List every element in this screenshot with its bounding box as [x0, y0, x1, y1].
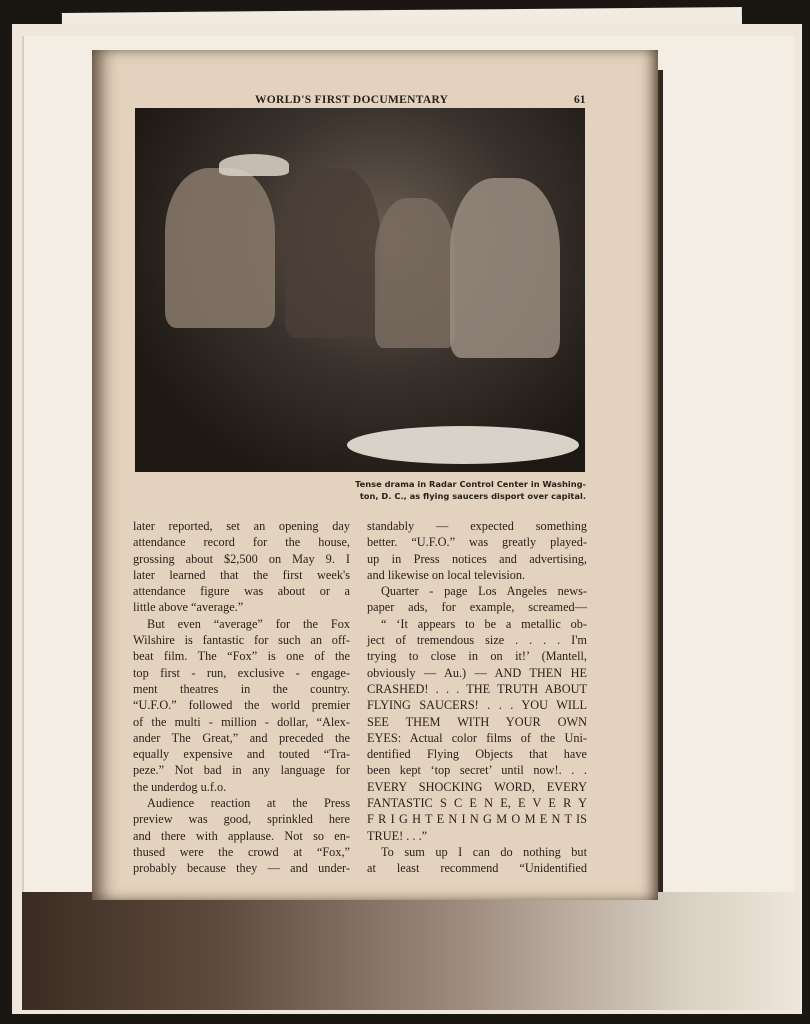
text-line: probably because they — and under- — [133, 861, 350, 876]
text-line: FLYING SAUCERS! . . . YOU WILL — [367, 698, 587, 713]
photo-caption — [292, 478, 586, 502]
text-line: TRUE! . . .” — [367, 828, 428, 843]
text-line: attendance figure was about or a — [133, 584, 350, 599]
text-line: EYES: Actual color films of the Uni- — [367, 730, 587, 745]
photograph-radar-control-center — [135, 108, 585, 472]
caption-line: Tense drama in Radar Control Center in Washing- — [355, 479, 586, 489]
text-line: trying to close in on it!’ (Mantell, — [367, 649, 587, 664]
header-title: WORLD'S FIRST DOCUMENTARY — [255, 94, 449, 106]
text-line: obviously — Au.) — AND THEN HE — [367, 665, 587, 680]
text-line: equally expensive and touted “Tra- — [133, 747, 350, 762]
text-line: top first - run, exclusive - engage- — [133, 665, 350, 680]
page-number: 61 — [574, 94, 586, 106]
text-line: up in Press notices and advertising, — [367, 551, 587, 566]
text-line: been kept ‘top secret’ until now!. . . — [367, 763, 587, 778]
text-line: beat film. The “Fox” is one of the — [133, 649, 350, 664]
text-line: and likewise on local television. — [367, 567, 526, 582]
text-line: Quarter - page Los Angeles news- — [381, 584, 587, 599]
text-line: CRASHED! . . . THE TRUTH ABOUT — [367, 681, 587, 696]
scan-shadow-band — [22, 892, 802, 1010]
right-text-column — [367, 518, 587, 877]
text-line: ject of tremendous size . . . . I'm — [367, 633, 587, 648]
text-line: dentified Flying Objects that have — [367, 747, 587, 762]
text-line: But even “average” for the Fox — [147, 616, 350, 631]
text-line: ment theatres in the country. — [133, 681, 350, 696]
text-line: attendance record for the house, — [133, 535, 350, 550]
text-line: at least recommend “Unidentified — [367, 861, 587, 876]
text-line: To sum up I can do nothing but — [381, 844, 587, 859]
text-line: “U.F.O.” followed the world premier — [133, 698, 350, 713]
text-line: SEE THEM WITH YOUR OWN — [367, 714, 587, 729]
text-line: later learned that the first week's — [133, 567, 350, 582]
radar-table-light — [347, 426, 579, 464]
text-line: thused were the crowd at “Fox,” — [133, 844, 350, 859]
left-text-column — [133, 518, 350, 877]
officer-cap — [219, 154, 289, 176]
caption-line: ton, D. C., as flying saucers disport over capital. — [359, 491, 586, 501]
text-line: peze.” Not bad in any language for — [133, 763, 350, 778]
text-line: paper ads, for example, screamed— — [367, 600, 587, 615]
document-page — [92, 50, 658, 900]
text-line: and there with applause. Not so en- — [133, 828, 350, 843]
text-line: F R I G H T E N I N G M O M E N T IS — [367, 812, 587, 827]
text-line: grossing about $2,500 on May 9. I — [133, 551, 350, 566]
text-line: ander The Great,” and preceded the — [133, 730, 350, 745]
text-line: better. “U.F.O.” was greatly played- — [367, 535, 587, 550]
text-line: preview was good, sprinkled here — [133, 812, 350, 827]
text-line: little above “average.” — [133, 600, 244, 615]
text-line: “ ‘It appears to be a metallic ob- — [381, 616, 587, 631]
text-line: FANTASTIC S C E N E, E V E R Y — [367, 796, 587, 811]
text-line: Wilshire is fantastic for such an off- — [133, 633, 350, 648]
text-line: of the multi - million - dollar, “Alex- — [133, 714, 350, 729]
text-line: later reported, set an opening day — [133, 519, 350, 533]
text-line: Audience reaction at the Press — [147, 796, 350, 811]
person-figure — [450, 178, 560, 358]
person-figure — [285, 168, 380, 338]
person-figure — [165, 168, 275, 328]
text-line: the underdog u.f.o. — [133, 779, 227, 794]
person-figure — [375, 198, 455, 348]
text-line: standably — expected something — [367, 519, 587, 533]
text-line: EVERY SHOCKING WORD, EVERY — [367, 779, 587, 794]
